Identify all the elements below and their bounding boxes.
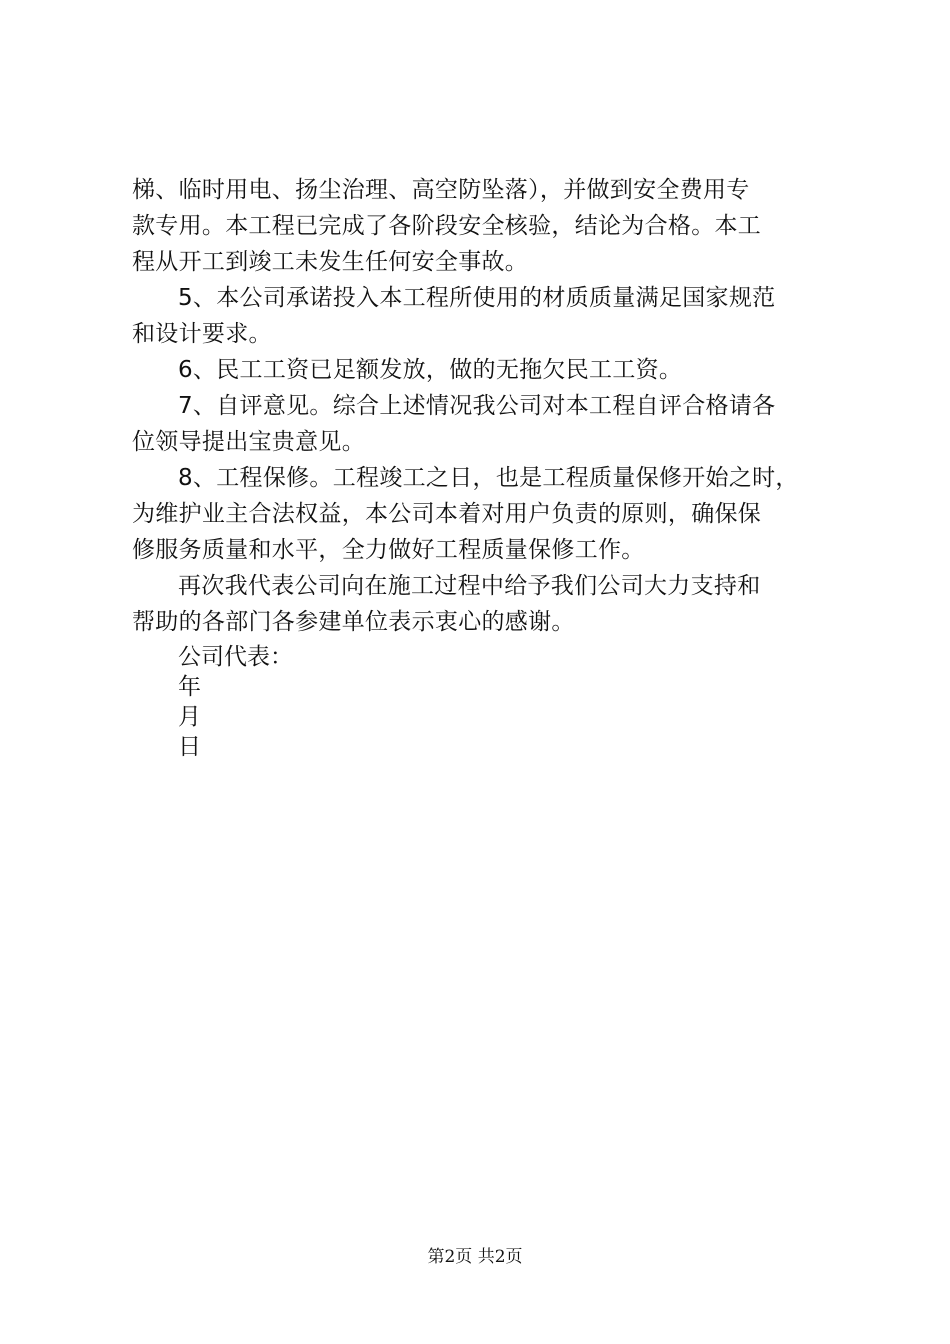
- body-line: 修服务质量和水平，全力做好工程质量保修工作。: [132, 537, 645, 563]
- body-line: 款专用。本工程已完成了各阶段安全核验，结论为合格。本工: [132, 213, 762, 239]
- body-line: 程从开工到竣工未发生任何安全事故。: [132, 249, 529, 275]
- body-line: 帮助的各部门各参建单位表示衷心的感谢。: [132, 609, 575, 635]
- body-line-item-8: 8、工程保修。工程竣工之日，也是工程质量保修开始之时，: [178, 465, 799, 491]
- date-day-label: 日: [178, 734, 201, 760]
- body-line: 和设计要求。: [132, 321, 272, 347]
- date-month-label: 月: [178, 704, 201, 730]
- body-line-item-7: 7、自评意见。综合上述情况我公司对本工程自评合格请各: [178, 393, 776, 419]
- body-line: 梯、临时用电、扬尘治理、高空防坠落），并做到安全费用专: [132, 177, 750, 203]
- page-footer: 第2页 共2页: [427, 1247, 523, 1267]
- body-line: 为维护业主合法权益，本公司本着对用户负责的原则，确保保: [132, 501, 762, 527]
- company-representative-label: 公司代表：: [178, 644, 293, 670]
- document-body: [132, 172, 842, 762]
- body-line: 位领导提出宝贵意见。: [132, 429, 365, 455]
- date-year-label: 年: [178, 674, 201, 700]
- signature-block: [132, 642, 842, 762]
- body-line-item-6: 6、民工工资已足额发放，做的无拖欠民工工资。: [178, 357, 683, 383]
- body-line-thanks: 再次我代表公司向在施工过程中给予我们公司大力支持和: [178, 573, 761, 599]
- body-line-item-5: 5、本公司承诺投入本工程所使用的材质质量满足国家规范: [178, 285, 776, 311]
